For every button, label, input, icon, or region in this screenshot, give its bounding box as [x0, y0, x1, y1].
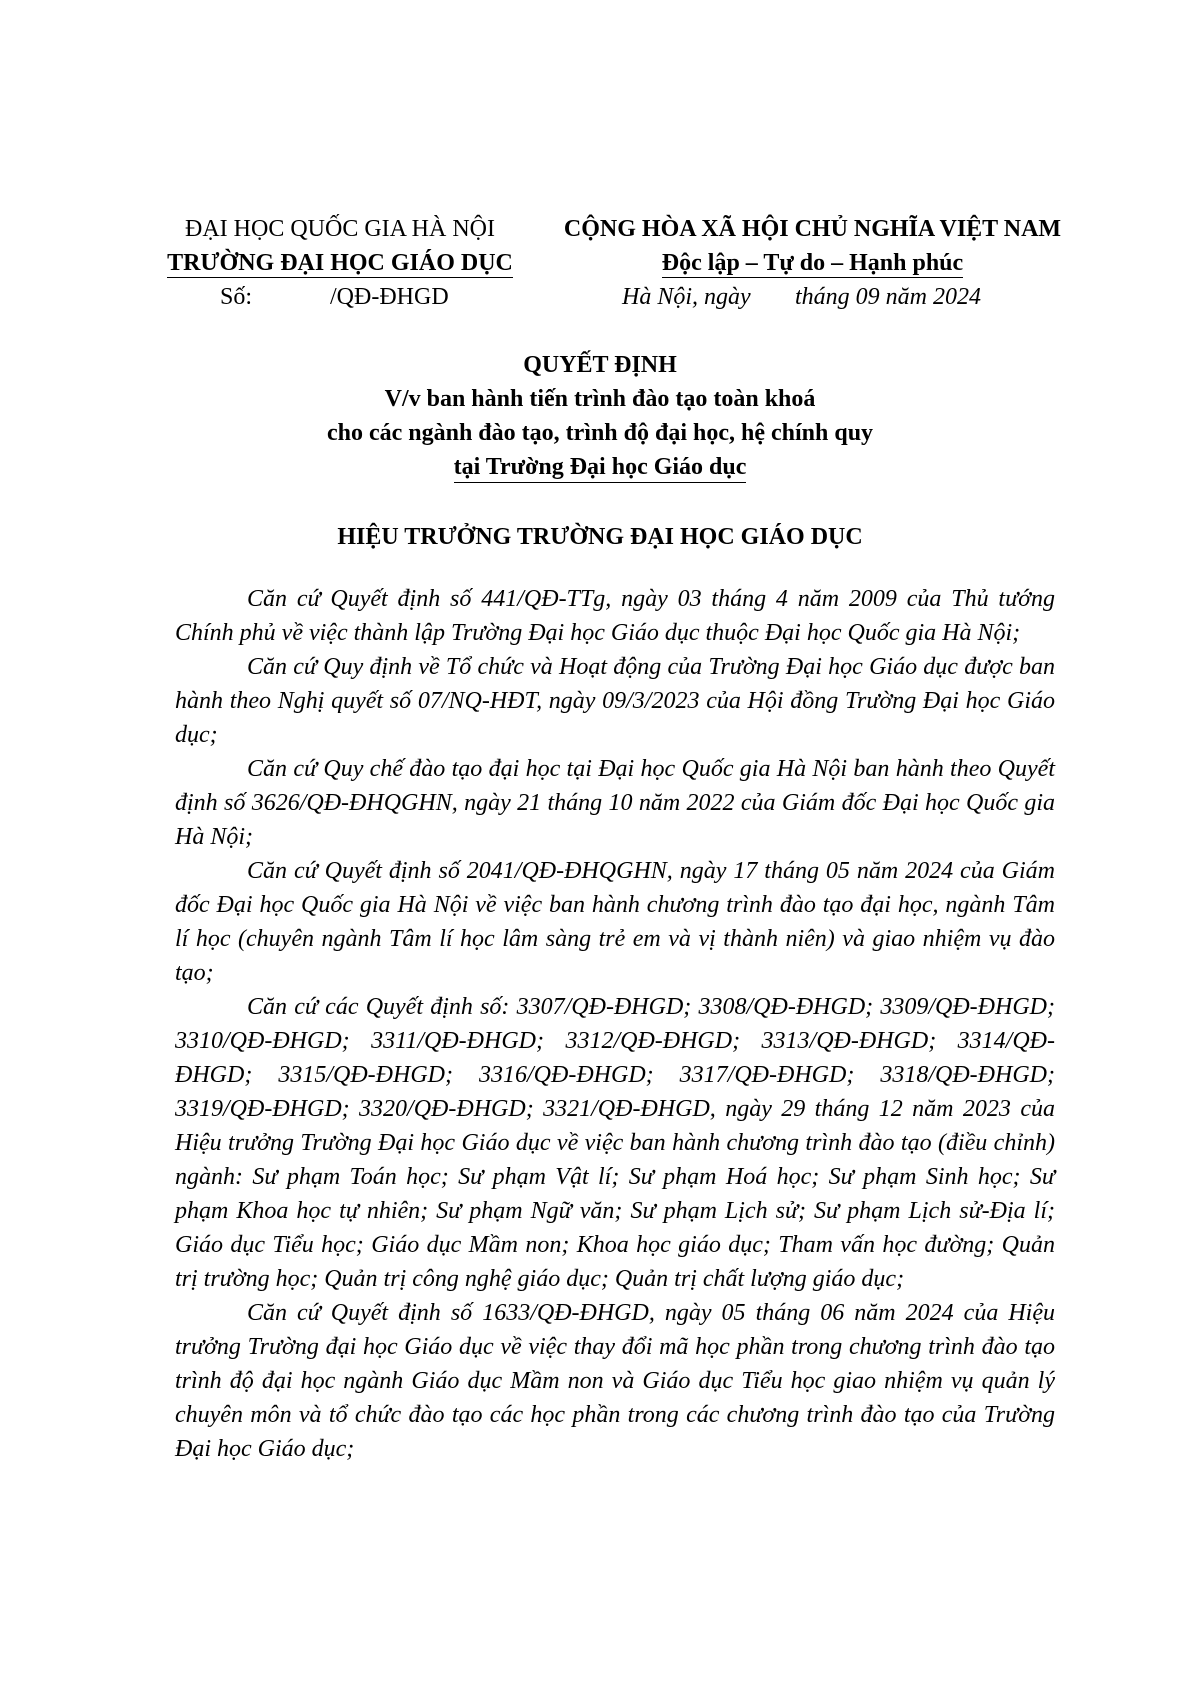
legal-basis-paragraph: Căn cứ Quyết định số 2041/QĐ-ĐHQGHN, ngày 17 tháng 05 năm 2024 của Giám đốc Đại học Quốc gia Hà Nội về việc ban hành chương trình đào tạo đại học, ngành Tâm lí học (chuyên ngành Tâm lí học lâm sàng trẻ em và vị thành niên) và giao nhiệm vụ đào tạo; [175, 858, 1055, 986]
issuing-authority: HIỆU TRƯỞNG TRƯỜNG ĐẠI HỌC GIÁO DỤC [337, 524, 863, 550]
legal-basis-paragraph: Căn cứ Quy định về Tổ chức và Hoạt động của Trường Đại học Giáo dục được ban hành theo Nghị quyết số 07/NQ-HĐT, ngày 09/3/2023 của Hội đồng Trường Đại học Giáo dục; [175, 654, 1055, 748]
legal-basis-paragraph: Căn cứ Quyết định số 1633/QĐ-ĐHGD, ngày 05 tháng 06 năm 2024 của Hiệu trưởng Trường đại học Giáo dục về việc thay đổi mã học phần trong chương trình đào tạo trình độ đại học ngành Giáo dục Mầm non và Giáo dục Tiểu học giao nhiệm vụ quản lý chuyên môn và tổ chức đào tạo các học phần trong các chương trình đào tạo của Trường Đại học Giáo dục; [175, 1300, 1055, 1462]
document-number [140, 280, 540, 314]
national-motto: Độc lập – Tự do – Hạnh phúc [661, 250, 964, 276]
document-number-value: /QĐ-ĐHGD [330, 284, 449, 310]
legal-basis-paragraph: Căn cứ các Quyết định số: 3307/QĐ-ĐHGD; 3308/QĐ-ĐHGD; 3309/QĐ-ĐHGD; 3310/QĐ-ĐHGD; 3311/QĐ-ĐHGD; 3312/QĐ-ĐHGD; 3313/QĐ-ĐHGD; 3314/QĐ-ĐHGD; 3315/QĐ-ĐHGD; 3316/QĐ-ĐHGD; 3317/QĐ-ĐHGD; 3318/QĐ-ĐHGD; 3319/QĐ-ĐHGD; 3320/QĐ-ĐHGD; 3321/QĐ-ĐHGD, ngày 29 tháng 12 năm 2023 của Hiệu trưởng Trường Đại học Giáo dục về việc ban hành chương trình đào tạo (điều chỉnh) ngành: Sư phạm Toán học; Sư phạm Vật lí; Sư phạm Hoá học; Sư phạm Sinh học; Sư phạm Khoa học tự nhiên; Sư phạm Ngữ văn; Sư phạm Lịch sử; Sư phạm Lịch sử-Địa lí; Giáo dục Tiểu học; Giáo dục Mầm non; Khoa học giáo dục; Tham vấn học đường; Quản trị trường học; Quản trị công nghệ giáo dục; Quản trị chất lượng giáo dục; [175, 994, 1055, 1292]
title-subject-line2: cho các ngành đào tạo, trình độ đại học, hệ chính quy [326, 420, 874, 446]
document-body [175, 582, 1055, 1466]
title-type: QUYẾT ĐỊNH [523, 352, 677, 378]
parent-organization: ĐẠI HỌC QUỐC GIA HÀ NỘI [185, 216, 495, 242]
national-motto-block [540, 212, 1085, 314]
title-subject-line3: tại Trường Đại học Giáo dục [454, 453, 747, 483]
title-subject-line1: V/v ban hành tiến trình đào tạo toàn khoá [384, 386, 816, 412]
legal-basis-paragraph: Căn cứ Quyết định số 441/QĐ-TTg, ngày 03 tháng 4 năm 2009 của Thủ tướng Chính phủ về việc thành lập Trường Đại học Giáo dục thuộc Đại học Quốc gia Hà Nội; [175, 586, 1055, 646]
issuer-organization: TRƯỜNG ĐẠI HỌC GIÁO DỤC [167, 250, 513, 276]
issue-date-place: Hà Nội, ngày [622, 284, 751, 310]
document-number-label: Số: [220, 284, 253, 310]
issuer-block [140, 212, 540, 314]
document-title [0, 348, 1200, 484]
issue-date-month-year: tháng 09 năm 2024 [795, 284, 981, 310]
country-name: CỘNG HÒA XÃ HỘI CHỦ NGHĨA VIỆT NAM [563, 216, 1062, 242]
legal-basis-paragraph: Căn cứ Quy chế đào tạo đại học tại Đại học Quốc gia Hà Nội ban hành theo Quyết định số 3626/QĐ-ĐHQGHN, ngày 21 tháng 10 năm 2022 của Giám đốc Đại học Quốc gia Hà Nội; [175, 756, 1055, 850]
issue-date [540, 280, 1085, 314]
